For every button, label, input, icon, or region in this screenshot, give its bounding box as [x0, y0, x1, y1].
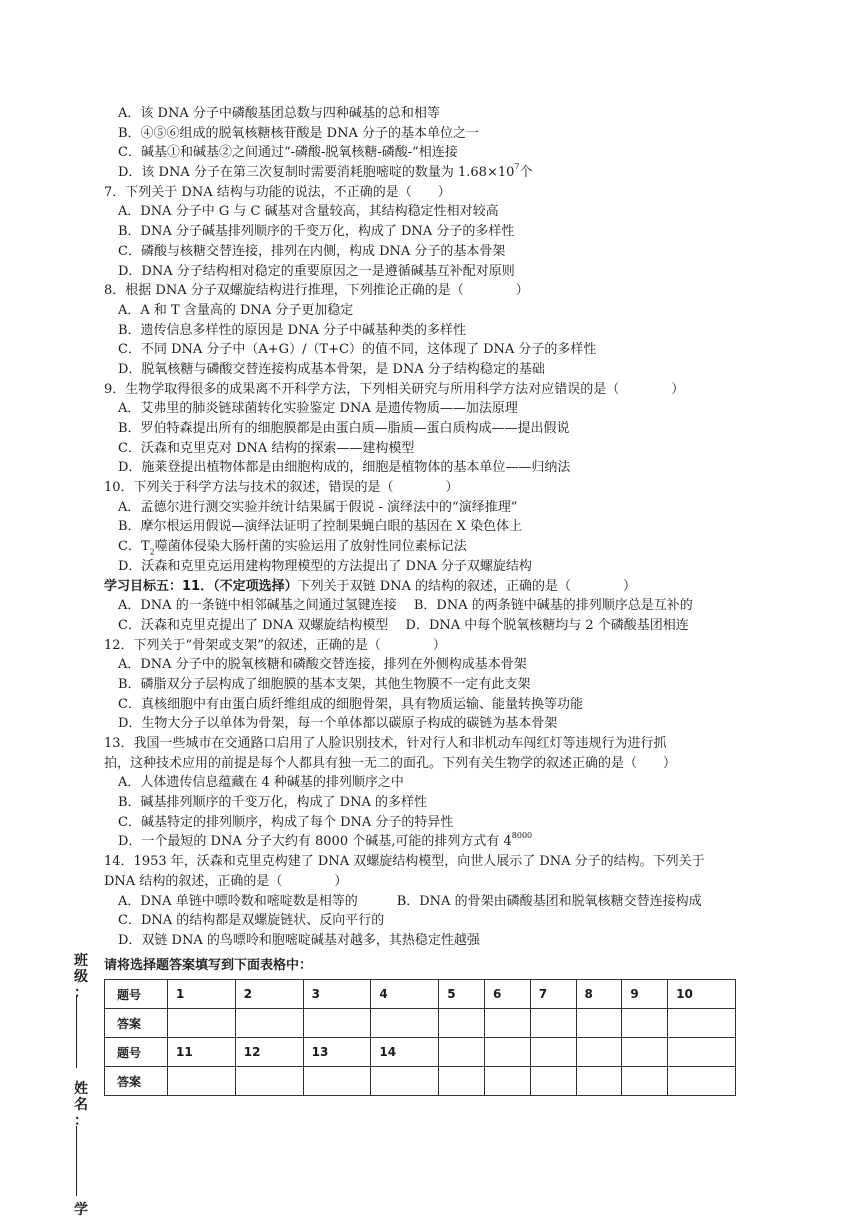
- option-line: [104, 399, 774, 419]
- name-label: [72, 1081, 90, 1129]
- answer-cell[interactable]: [168, 1067, 236, 1096]
- answer-cell[interactable]: [303, 1009, 371, 1038]
- row-header-cell: 答案: [105, 1067, 168, 1096]
- class-label-text: 班 级 ：: [74, 953, 88, 1001]
- line-text: C．碱基特定的排列顺序，构成了每个 DNA 分子的特异性: [118, 814, 454, 830]
- question-number-cell: 2: [235, 980, 303, 1009]
- answer-cell[interactable]: [439, 1067, 485, 1096]
- superscript: 7: [514, 162, 520, 172]
- option-line: [104, 202, 774, 222]
- option-line: [104, 931, 774, 951]
- question-number-cell: 4: [371, 980, 439, 1009]
- option-line: [104, 301, 774, 321]
- row-header-cell: 题号: [105, 1038, 168, 1067]
- line-text: C．碱基①和碱基②之间通过“-磷酸-脱氧核糖-磷酸-”相连接: [118, 145, 458, 161]
- question-line: [104, 636, 774, 656]
- question-line: [104, 380, 774, 400]
- line-text: D．双链 DNA 的鸟嘌呤和胞嘧啶碱基对越多，其热稳定性越强: [118, 932, 480, 948]
- question-number-cell: 10: [668, 980, 736, 1009]
- line-text: B．碱基排列顺序的千变万化，构成了 DNA 的多样性: [118, 795, 428, 811]
- line-text: A．该 DNA 分子中磷酸基团总数与四种碱基的总和相等: [118, 106, 440, 121]
- answer-cell[interactable]: [576, 1009, 622, 1038]
- option-line: [104, 104, 774, 124]
- question-number-cell: 9: [622, 980, 668, 1009]
- line-text: D．施莱登提出植物体都是由细胞构成的，细胞是植物体的基本单位——归纳法: [118, 460, 571, 476]
- answer-cell[interactable]: [530, 1009, 576, 1038]
- answer-cell[interactable]: [668, 1067, 736, 1096]
- option-line: [104, 517, 774, 537]
- line-text: C．真核细胞中有由蛋白质纤维组成的细胞骨架，具有物质运输、能量转换等功能: [118, 696, 583, 712]
- option-line: [104, 143, 774, 163]
- option-line: [104, 813, 774, 833]
- line-text: B．罗伯特森提出所有的细胞膜都是由蛋白质—脂质—蛋白质构成——提出假说: [118, 421, 570, 436]
- question-number-cell: [439, 1038, 485, 1067]
- question-number-cell: 8: [576, 980, 622, 1009]
- option-line: [104, 124, 774, 144]
- line-text-after: 噬菌体侵染大肠杆菌的实验运用了放射性同位素标记法: [154, 539, 467, 555]
- learning-goal-label: 学习目标五：11．（不定项选择）: [104, 578, 298, 594]
- line-text: A．DNA 单链中嘌呤数和嘧啶数是相等的 B．DNA 的骨架由磷酸基团和脱氧核糖交替连接构成: [118, 893, 702, 909]
- line-text: B．遗传信息多样性的原因是 DNA 分子中碱基种类的多样性: [118, 322, 467, 338]
- class-label: [72, 953, 90, 1001]
- option-line: [104, 655, 774, 675]
- student-id-label-text: 学: [74, 1202, 88, 1218]
- option-line: [104, 714, 774, 734]
- line-text: 下列关于双链 DNA 的结构的叙述，正确的是（ ）: [297, 578, 637, 594]
- question-line: [104, 754, 774, 774]
- number-row: [105, 980, 736, 1009]
- line-text: D．沃森和克里克运用建构物理模型的方法提出了 DNA 分子双螺旋结构: [118, 558, 532, 574]
- question-number-cell: [484, 1038, 530, 1067]
- question-number-cell: [668, 1038, 736, 1067]
- option-line: [104, 616, 774, 636]
- answer-cell[interactable]: [371, 1009, 439, 1038]
- line-text: A．DNA 分子中的脱氧核糖和磷酸交替连接，排列在外侧构成基本骨架: [118, 657, 527, 673]
- answer-cell[interactable]: [484, 1009, 530, 1038]
- answer-cell[interactable]: [530, 1067, 576, 1096]
- line-text: A．孟德尔进行测交实验并统计结果属于假说 - 演绎法中的“演绎推理”: [118, 499, 518, 515]
- answer-cell[interactable]: [622, 1009, 668, 1038]
- option-line: [104, 439, 774, 459]
- line-text: C．不同 DNA 分子中（A+G）/（T+C）的值不同，这体现了 DNA 分子的多样性: [118, 342, 597, 358]
- question-line: [104, 183, 774, 203]
- option-line: [104, 242, 774, 262]
- option-line: [104, 262, 774, 282]
- option-line: [104, 675, 774, 695]
- option-line: [104, 458, 774, 478]
- answer-cell[interactable]: [168, 1009, 236, 1038]
- line-text: A．A 和 T 含量高的 DNA 分子更加稳定: [118, 302, 354, 318]
- line-text: A．人体遗传信息蕴藏在 4 种碱基的排列顺序之中: [118, 775, 404, 791]
- answer-table: [104, 979, 736, 1096]
- line-text: 9．生物学取得很多的成果离不开科学方法，下列相关研究与所用科学方法对应错误的是（ ）: [104, 381, 685, 397]
- line-text: D．一个最短的 DNA 分子大约有 8000 个碱基,可能的排列方式有 4: [118, 834, 512, 850]
- line-text: 10．下列关于科学方法与技术的叙述，错误的是（ ）: [104, 480, 459, 496]
- line-text: 13．我国一些城市在交通路口启用了人脸识别技术，针对行人和非机动车闯红灯等违规行为进行抓: [104, 736, 667, 751]
- question-line: [104, 281, 774, 301]
- question-number-cell: 13: [303, 1038, 371, 1067]
- answer-cell[interactable]: [622, 1067, 668, 1096]
- option-line: [104, 321, 774, 341]
- question-content: [104, 104, 774, 951]
- class-fill-line: [76, 996, 77, 1068]
- option-line: [104, 892, 774, 912]
- question-line: [104, 872, 774, 892]
- table-instruction: 请将选择题答案填写到下面表格中：: [104, 958, 313, 973]
- question-number-cell: [530, 1038, 576, 1067]
- subscript: 2: [149, 547, 155, 557]
- line-text: B．磷脂双分子层构成了细胞膜的基本支架，其他生物膜不一定有此支架: [118, 676, 531, 692]
- option-line: [104, 419, 774, 439]
- line-text: 14．1953 年，沃森和克里克构建了 DNA 双螺旋结构模型，向世人展示了 DNA 分子的结构。下列关于: [104, 854, 705, 870]
- option-line: [104, 557, 774, 577]
- question-number-cell: [576, 1038, 622, 1067]
- answer-cell[interactable]: [371, 1067, 439, 1096]
- question-number-cell: [622, 1038, 668, 1067]
- question-number-cell: 11: [168, 1038, 236, 1067]
- line-text: B．摩尔根运用假说—演绎法证明了控制果蝇白眼的基因在 X 染色体上: [118, 519, 523, 535]
- line-text: B．④⑤⑥组成的脱氧核糖核苷酸是 DNA 分子的基本单位之一: [118, 125, 480, 141]
- superscript: 8000: [511, 831, 533, 841]
- line-text: A．DNA 分子中 G 与 C 碱基对含量较高，其结构稳定性相对较高: [118, 204, 499, 220]
- question-number-cell: 14: [371, 1038, 439, 1067]
- line-text: D．DNA 分子结构相对稳定的重要原因之一是遵循碱基互补配对原则: [118, 263, 515, 279]
- option-line: [104, 695, 774, 715]
- answer-row: [105, 1067, 736, 1096]
- name-fill-line: [76, 1126, 77, 1196]
- line-text: C．DNA 的结构都是双螺旋链状、反向平行的: [118, 913, 385, 929]
- question-number-cell: 1: [168, 980, 236, 1009]
- line-text: 拍，这种技术应用的前提是每个人都具有独一无二的面孔。下列有关生物学的叙述正确的是（ ）: [104, 755, 677, 771]
- line-text: A．DNA 的一条链中相邻碱基之间通过氢键连接 B．DNA 的两条链中碱基的排列顺序总是互补的: [118, 598, 693, 614]
- line-text: D．该 DNA 分子在第三次复制时需要消耗胞嘧啶的数量为 1.68×10: [118, 165, 515, 181]
- answer-cell[interactable]: [576, 1067, 622, 1096]
- line-text: DNA 结构的叙述，正确的是（ ）: [104, 873, 348, 889]
- question-number-cell: 6: [484, 980, 530, 1009]
- line-text: 12．下列关于“骨架或支架”的叙述，正确的是（ ）: [104, 637, 446, 653]
- question-number-cell: 12: [235, 1038, 303, 1067]
- option-line: [104, 911, 774, 931]
- question-number-cell: 3: [303, 980, 371, 1009]
- question-number-cell: 5: [439, 980, 485, 1009]
- option-line: [104, 498, 774, 518]
- option-line: [104, 537, 774, 557]
- answer-cell[interactable]: [668, 1009, 736, 1038]
- answer-cell[interactable]: [439, 1009, 485, 1038]
- answer-cell[interactable]: [303, 1067, 371, 1096]
- name-label-text: 姓 名 ：: [74, 1081, 88, 1129]
- line-text: C．磷酸与核糖交替连接，排列在内侧，构成 DNA 分子的基本骨架: [118, 243, 506, 259]
- question-line: [104, 577, 774, 597]
- answer-row: [105, 1009, 736, 1038]
- option-line: [104, 793, 774, 813]
- line-text: 8．根据 DNA 分子双螺旋结构进行推理，下列推论正确的是（ ）: [104, 283, 529, 299]
- option-line: [104, 222, 774, 242]
- line-text: C．沃森和克里克对 DNA 结构的探索——建构模型: [118, 440, 415, 456]
- line-text-after: 个: [519, 165, 533, 181]
- row-header-cell: 答案: [105, 1009, 168, 1038]
- answer-cell[interactable]: [235, 1009, 303, 1038]
- line-text: C．沃森和克里克提出了 DNA 双螺旋结构模型 D．DNA 中每个脱氧核糖均与 2 个磷酸基团相连: [118, 617, 689, 633]
- option-line: [104, 596, 774, 616]
- question-line: [104, 852, 774, 872]
- question-line: [104, 478, 774, 498]
- line-text: D．生物大分子以单体为骨架，每一个单体都以碳原子构成的碳链为基本骨架: [118, 716, 558, 732]
- option-line: [104, 773, 774, 793]
- line-text: A．艾弗里的肺炎链球菌转化实验鉴定 DNA 是遗传物质——加法原理: [118, 401, 518, 417]
- line-text: B．DNA 分子碱基排列顺序的千变万化，构成了 DNA 分子的多样性: [118, 224, 515, 240]
- line-text: D．脱氧核糖与磷酸交替连接构成基本骨架，是 DNA 分子结构稳定的基础: [118, 361, 545, 377]
- option-line: [104, 832, 774, 852]
- answer-cell[interactable]: [235, 1067, 303, 1096]
- row-header-cell: 题号: [105, 980, 168, 1009]
- number-row: [105, 1038, 736, 1067]
- option-line: [104, 340, 774, 360]
- option-line: [104, 360, 774, 380]
- line-text: 7．下列关于 DNA 结构与功能的说法，不正确的是（ ）: [104, 184, 451, 200]
- question-line: [104, 734, 774, 754]
- line-text: C．T: [118, 539, 150, 555]
- question-number-cell: 7: [530, 980, 576, 1009]
- answer-cell[interactable]: [484, 1067, 530, 1096]
- option-line: [104, 163, 774, 183]
